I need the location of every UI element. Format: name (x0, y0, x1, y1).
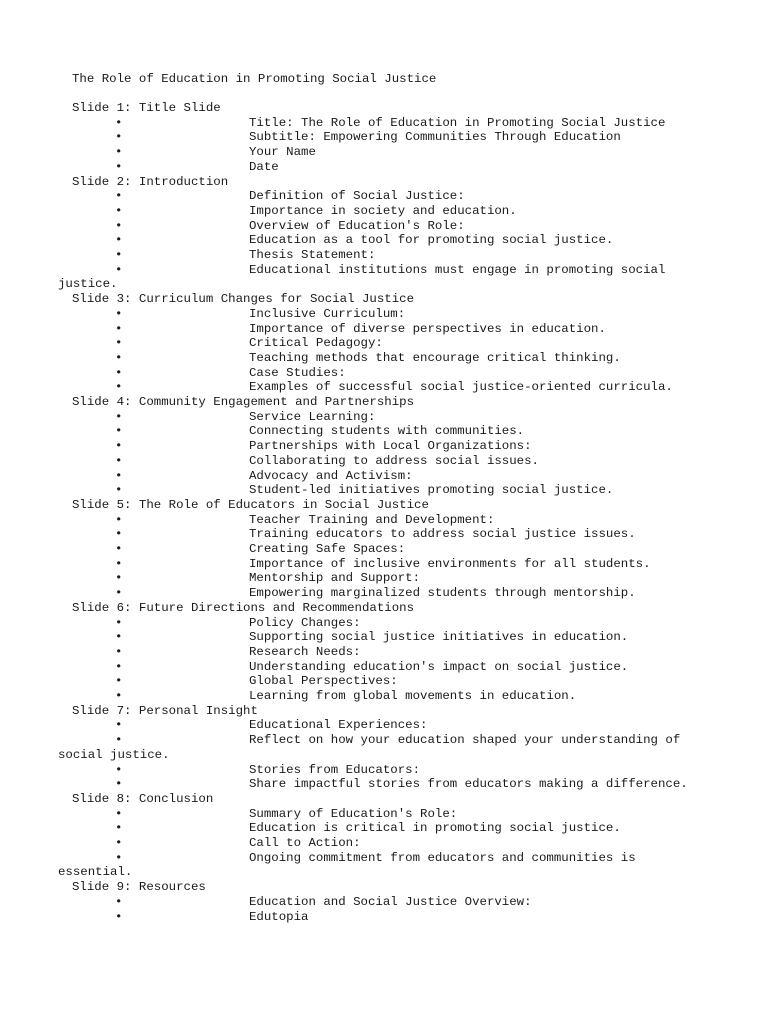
slide-item-text: Connecting students with communities. (249, 424, 525, 439)
bullet-marker: • (115, 806, 123, 821)
slide-item-text: Critical Pedagogy: (249, 336, 383, 351)
slide-item-text: Inclusive Curriculum: (249, 306, 406, 321)
slide-heading: Slide 9: Resources (72, 880, 206, 895)
bullet-marker: • (115, 836, 123, 850)
slide-item-text: Reflect on how your education shaped your understanding of (249, 733, 681, 748)
bullet-marker: • (115, 689, 123, 703)
slide-item-text: Educational institutions must engage in promoting social (249, 262, 666, 277)
slide-item-text: Teacher Training and Development: (249, 512, 495, 527)
slide-heading: Slide 2: Introduction (72, 174, 229, 189)
slide-item-text: Subtitle: Empowering Communities Through Education (249, 130, 621, 145)
slide-item-text: Student-led initiatives promoting social justice. (249, 483, 614, 498)
bullet-marker: • (115, 733, 123, 748)
bullet-marker: • (115, 203, 123, 218)
bullet-marker: • (115, 380, 123, 395)
bullet-marker: • (115, 453, 123, 468)
slide-item-wrap-text: essential. (58, 865, 133, 880)
bullet-marker: • (115, 468, 123, 483)
slide-item-text: Education and Social Justice Overview: (249, 894, 532, 909)
bullet-marker: • (115, 718, 123, 733)
slide-heading: Slide 1: Title Slide (72, 101, 221, 115)
bullet-marker: • (115, 336, 123, 351)
slide-item-text: Thesis Statement: (249, 248, 376, 262)
slide-item-wrap-text: justice. (58, 277, 118, 292)
slide-heading: Slide 7: Personal Insight (72, 703, 258, 718)
slide-heading: Slide 6: Future Directions and Recommendations (72, 600, 415, 615)
slide-item-text: Creating Safe Spaces: (249, 542, 406, 556)
slide-item-text: Education as a tool for promoting social justice. (249, 233, 614, 248)
slide-item-text: Date (249, 159, 279, 174)
bullet-marker: • (115, 233, 123, 248)
bullet-marker: • (115, 556, 123, 571)
slide-item-text: Importance in society and education. (249, 203, 517, 218)
slide-item-text: Training educators to address social justice issues. (249, 527, 636, 542)
slide-item-text: Understanding education's impact on social justice. (249, 659, 629, 674)
bullet-marker: • (115, 159, 123, 174)
slide-item-text: Learning from global movements in education. (249, 689, 577, 703)
bullet-marker: • (115, 512, 123, 527)
bullet-marker: • (115, 262, 123, 277)
bullet-marker: • (115, 483, 123, 498)
slide-item-text: Call to Action: (249, 836, 361, 850)
slide-item-text: Edutopia (249, 909, 309, 924)
slide-item-text: Education is critical in promoting social justice. (249, 821, 621, 836)
bullet-marker: • (115, 586, 123, 601)
slide-item-text: Mentorship and Support: (249, 571, 421, 586)
document-title: The Role of Education in Promoting Social Justice (72, 72, 437, 86)
slide-item-text: Summary of Education's Role: (249, 806, 458, 821)
bullet-marker: • (115, 321, 123, 336)
slide-item-text: Policy Changes: (249, 615, 361, 630)
bullet-marker: • (115, 777, 123, 792)
bullet-marker: • (115, 644, 123, 659)
slide-item-text: Ongoing commitment from educators and communities is (249, 850, 636, 865)
bullet-marker: • (115, 248, 123, 262)
bullet-marker: • (115, 218, 123, 233)
bullet-marker: • (115, 630, 123, 645)
slide-item-text: Empowering marginalized students through mentorship. (249, 586, 636, 601)
slide-item-text: Your Name (249, 145, 316, 160)
slide-item-wrap-text: social justice. (58, 747, 170, 762)
bullet-marker: • (115, 542, 123, 556)
bullet-marker: • (115, 424, 123, 439)
bullet-marker: • (115, 409, 123, 424)
slide-item-text: Overview of Education's Role: (249, 218, 465, 233)
bullet-marker: • (115, 350, 123, 365)
slide-item-text: Partnerships with Local Organizations: (249, 439, 532, 454)
bullet-marker: • (115, 130, 123, 145)
slide-item-text: Global Perspectives: (249, 674, 398, 689)
slide-item-text: Title: The Role of Education in Promoting Social Justice (249, 115, 666, 130)
bullet-marker: • (115, 115, 123, 130)
slide-item-text: Case Studies: (249, 365, 346, 380)
bullet-marker: • (115, 894, 123, 909)
slide-heading: Slide 8: Conclusion (72, 791, 214, 806)
slide-item-text: Stories from Educators: (249, 762, 421, 777)
bullet-marker: • (115, 365, 123, 380)
bullet-marker: • (115, 850, 123, 865)
slide-item-text: Importance of diverse perspectives in education. (249, 321, 606, 336)
slide-item-text: Collaborating to address social issues. (249, 453, 539, 468)
slide-item-text: Share impactful stories from educators making a difference. (249, 777, 688, 792)
slide-heading: Slide 4: Community Engagement and Partnerships (72, 395, 415, 409)
bullet-marker: • (115, 571, 123, 586)
bullet-marker: • (115, 189, 123, 204)
bullet-marker: • (115, 762, 123, 777)
slide-heading: Slide 5: The Role of Educators in Social Justice (72, 497, 429, 512)
bullet-marker: • (115, 674, 123, 689)
slide-item-text: Definition of Social Justice: (249, 189, 465, 204)
slide-item-text: Educational Experiences: (249, 718, 428, 733)
bullet-marker: • (115, 527, 123, 542)
bullet-marker: • (115, 821, 123, 836)
slide-item-text: Advocacy and Activism: (249, 468, 413, 483)
bullet-marker: • (115, 145, 123, 160)
slide-item-text: Research Needs: (249, 644, 361, 659)
slide-item-text: Teaching methods that encourage critical thinking. (249, 350, 621, 365)
slide-item-text: Importance of inclusive environments for all students. (249, 556, 651, 571)
bullet-marker: • (115, 659, 123, 674)
bullet-marker: • (115, 615, 123, 630)
bullet-marker: • (115, 306, 123, 321)
slide-item-text: Service Learning: (249, 409, 376, 424)
slide-item-text: Supporting social justice initiatives in education. (249, 630, 629, 645)
bullet-marker: • (115, 909, 123, 924)
slide-item-text: Examples of successful social justice-oriented curricula. (249, 380, 673, 395)
slide-heading: Slide 3: Curriculum Changes for Social Justice (72, 292, 415, 307)
bullet-marker: • (115, 439, 123, 454)
